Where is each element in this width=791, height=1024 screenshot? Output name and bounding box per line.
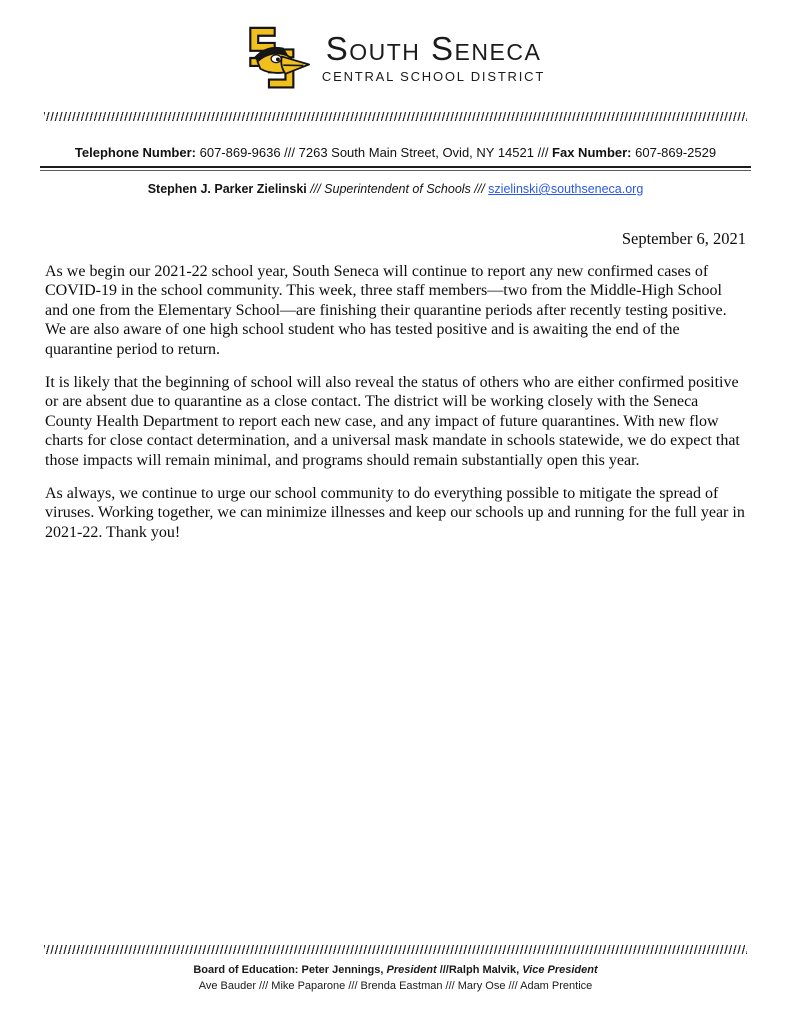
superintendent-title: /// Superintendent of Schools /// xyxy=(306,182,489,196)
board-of-education-line xyxy=(0,963,791,979)
district-name: South Seneca xyxy=(325,29,542,67)
hatch-divider-top xyxy=(44,112,747,121)
superintendent-line xyxy=(0,182,791,196)
board-members-line: Ave Bauder /// Mike Paparone /// Brenda Eastman /// Mary Ose /// Adam Prentice xyxy=(198,980,593,993)
telephone-label: Telephone Number: xyxy=(74,145,196,160)
board-president-title: President xyxy=(386,964,437,977)
page-footer xyxy=(0,945,791,995)
footer-lines xyxy=(0,963,791,995)
district-subtitle: CENTRAL SCHOOL DISTRICT xyxy=(321,69,546,85)
board-vice-president: ///Ralph Malvik, xyxy=(436,964,523,977)
horizontal-rule xyxy=(40,166,751,171)
letterhead xyxy=(0,0,791,102)
fax-number: 607-869-2529 xyxy=(631,145,717,160)
paragraph-2: It is likely that the beginning of school will also reveal the status of others who are either confirmed positive or are absent due to quarantine as a close contact. The district will be working closely with the Seneca County Health Department to report each new case, and any impact of future quarantines. With new flow charts for close contact determination, and a universal mask mandate in schools statewide, we do expect that those impacts will remain minimal, and programs should remain substantially open this year. xyxy=(45,373,740,469)
letter-date: September 6, 2021 xyxy=(621,229,746,248)
paragraph-1: As we begin our 2021-22 school year, South Seneca will continue to report any new confirmed cases of COVID-19 in the school community. This week, three staff members—two from the Middle-High School and one from the Elementary School—are finishing their quarantine periods after recently testing positive. We are also aware of one high school student who has tested positive and is awaiting the end of the quarantine period to return. xyxy=(45,262,727,358)
board-president: Peter Jennings, xyxy=(298,964,387,977)
superintendent-name: Stephen J. Parker Zielinski xyxy=(147,182,307,196)
paragraph-3: As always, we continue to urge our school community to do everything possible to mitigate the spread of viruses. Working together, we can minimize illnesses and keep our schools up and running for the full year in 2021-22. Thank you! xyxy=(45,484,745,541)
fax-label: Fax Number: xyxy=(552,145,632,160)
telephone-and-address: 607-869-9636 /// 7263 South Main Street, Ovid, NY 14521 /// xyxy=(196,145,553,160)
board-vice-president-title: Vice President xyxy=(522,964,598,977)
board-label: Board of Education: xyxy=(193,964,299,977)
logo-row xyxy=(0,14,791,102)
district-title-block xyxy=(321,29,546,85)
letter-body xyxy=(45,229,746,542)
district-hawk-logo-icon xyxy=(246,14,312,102)
hatch-divider-bottom xyxy=(44,945,747,954)
contact-line xyxy=(0,145,791,160)
superintendent-email-link[interactable]: szielinski@southseneca.org xyxy=(488,182,644,196)
